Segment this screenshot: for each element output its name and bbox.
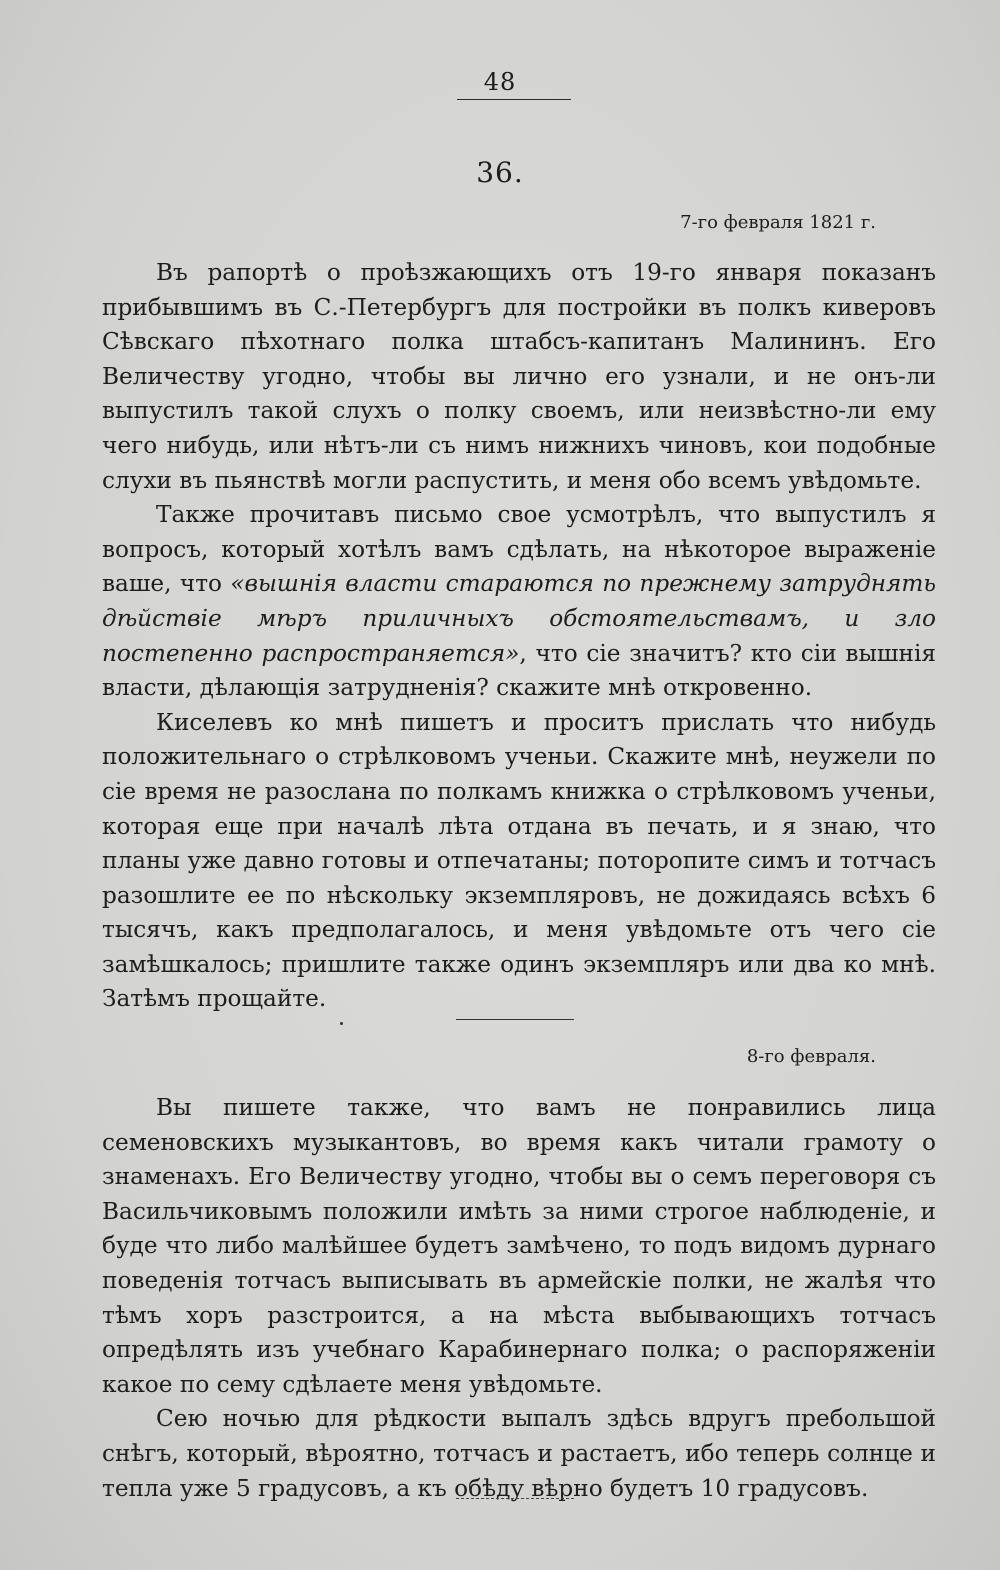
- page-number: 48: [483, 68, 517, 96]
- letter-date: 7-го февраля 1821 г.: [680, 212, 876, 233]
- letter-date: 8-го февраля.: [746, 1046, 876, 1067]
- paragraph: Вы пишете также, что вамъ не понравились лица семеновскихъ музыкантовъ, во время какъ читали грамоту о знаменахъ. Его Величеству угодно, чтобы вы о семъ переговоря съ Васильчиковымъ положили имѣть за ними строгое наблюденіе, и буде что либо малѣйшее будетъ замѣчено, то подъ видомъ дурнаго поведенія тотчасъ выписывать въ армейскіе полки, не жалѣя что тѣмъ хоръ разстроится, а на мѣста выбывающихъ тотчасъ опредѣлять изъ учебнаго Карабинернаго полка; о распоряженіи какое по сему сдѣлаете меня увѣдомьте.: [102, 1094, 936, 1398]
- paragraph: Киселевъ ко мнѣ пишетъ и проситъ прислать что нибудь положительнаго о стрѣлковомъ ученьи. Скажите мнѣ, неужели по сіе время не разослана по полкамъ книжка о стрѣлковомъ ученьи, которая еще при началѣ лѣта отдана въ печать, и я знаю, что планы уже давно готовы и отпечатаны; поторопите симъ и тотчасъ разошлите ее по нѣскольку экземпляровъ, не дожидаясь всѣхъ 6 тысячъ, какъ предполагалось, и меня увѣдомьте отъ чего сіе замѣшкалось; пришлите также одинъ экземпляръ или два ко мнѣ. Затѣмъ прощайте.: [102, 708, 936, 1013]
- paragraph: Сею ночью для рѣдкости выпалъ здѣсь вдругъ пребольшой снѣгъ, который, вѣроятно, тотчасъ и растаетъ, ибо теперь солнце и тепла уже 5 градусовъ, а къ обѣду вѣрно будетъ 10 градусовъ.: [102, 1405, 936, 1502]
- header-rule: [457, 99, 571, 100]
- letter-body: [102, 256, 936, 1017]
- section-divider: [456, 1019, 574, 1020]
- quoted-phrase: «вышнія власти стараются по прежнему затруднять дѣйствіе мѣръ приличныхъ обстоятельствамъ, и зло постепенно распространяется»: [102, 570, 937, 667]
- letter-body: [102, 1091, 936, 1506]
- document-number: 36.: [476, 156, 524, 189]
- print-speck: [340, 1022, 343, 1025]
- paragraph-text: , что сіе значитъ? кто сіи вышнія власти, дѣлающія затрудненія? скажите мнѣ откровенно.: [102, 639, 936, 702]
- paragraph-text: Также прочитавъ письмо свое усмотрѣлъ, что выпустилъ я вопросъ, который хотѣлъ вамъ сдѣлать, на нѣкоторое выраженіе ваше, что: [102, 501, 936, 598]
- section-divider: [456, 1498, 574, 1499]
- paragraph: Въ рапортѣ о проѣзжающихъ отъ 19-го января показанъ прибывшимъ въ С.-Петербургъ для постройки въ полкъ киверовъ Сѣвскаго пѣхотнаго полка штабсъ-капитанъ Малининъ. Его Величеству угодно, чтобы вы лично его узнали, и не онъ-ли выпустилъ такой слухъ о полку своемъ, или неизвѣстно-ли ему чего нибудь, или нѣтъ-ли съ нимъ нижнихъ чиновъ, кои подобные слухи въ пьянствѣ могли распустить, и меня обо всемъ увѣдомьте.: [102, 259, 936, 494]
- paragraph: [102, 498, 936, 706]
